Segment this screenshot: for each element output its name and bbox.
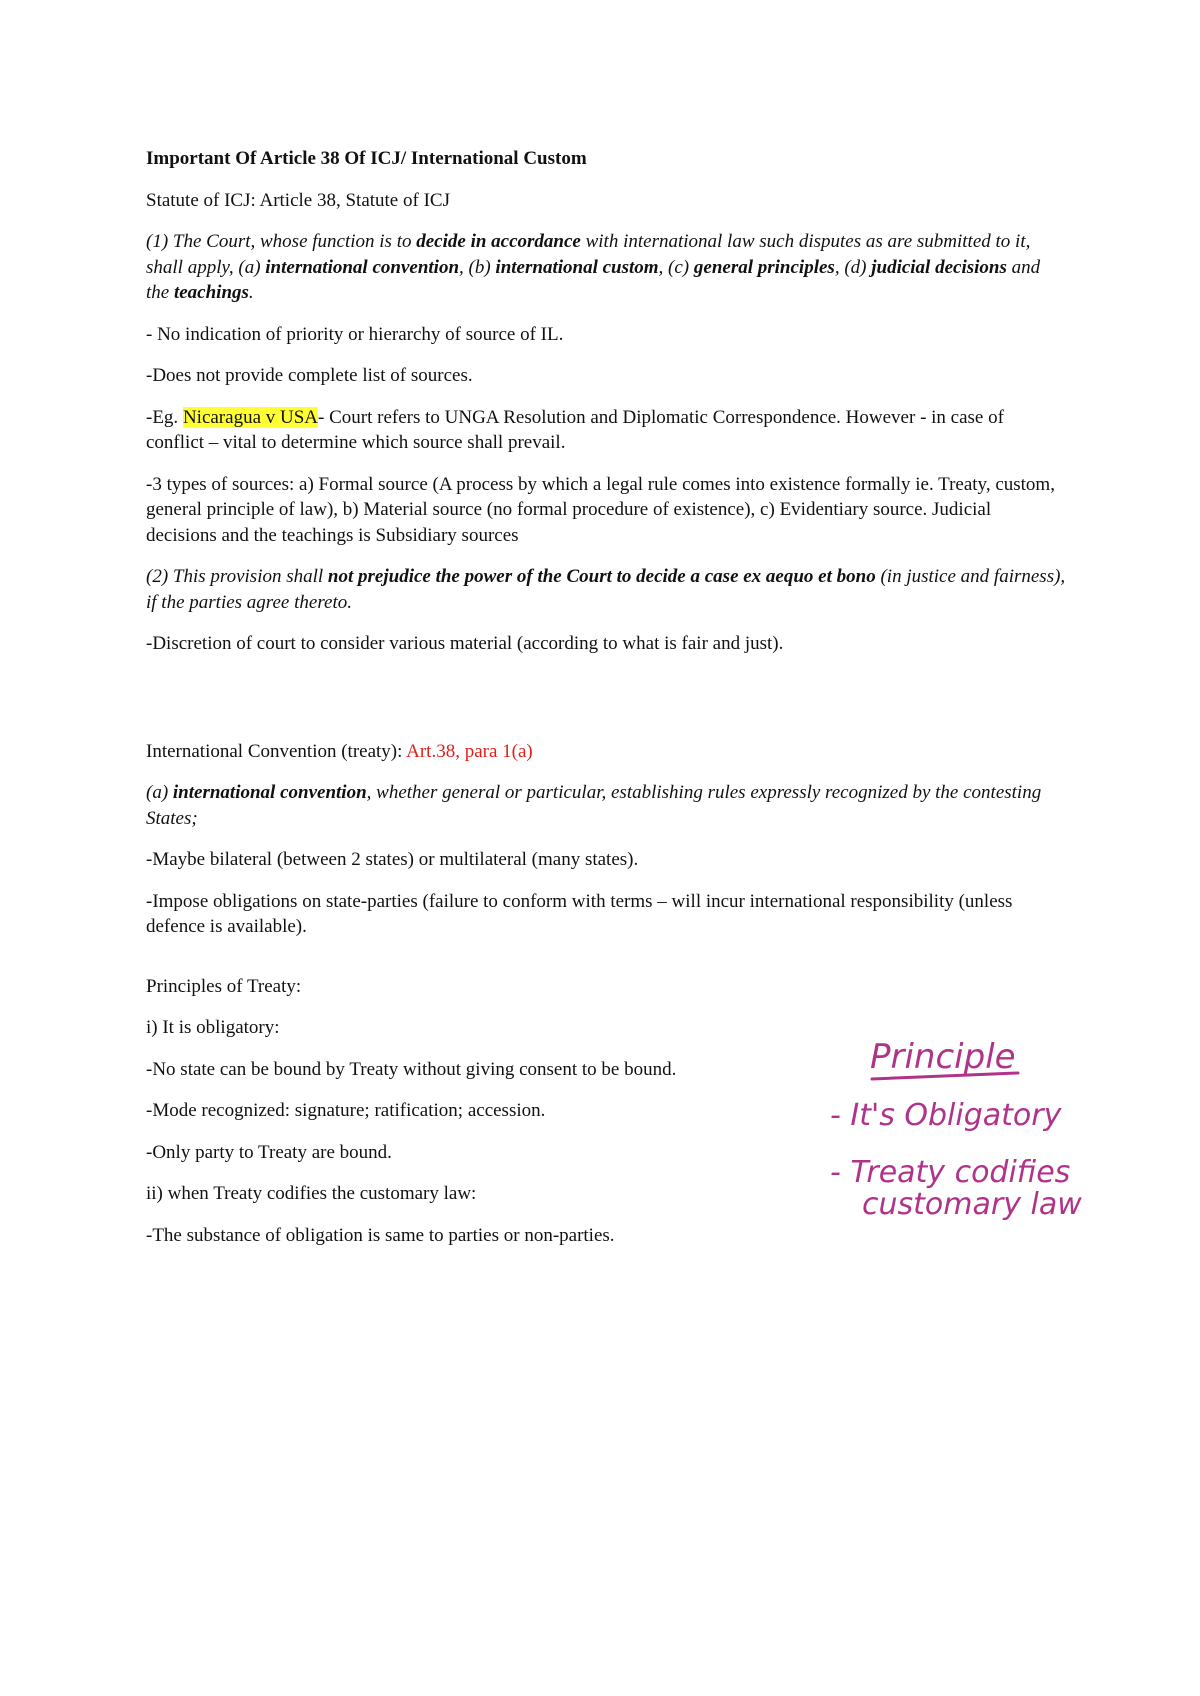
spacer bbox=[146, 673, 1066, 739]
document-title: Important Of Article 38 Of ICJ/ International Custom bbox=[146, 148, 587, 169]
discretion-note: -Discretion of court to consider various material (according to what is fair and just). bbox=[146, 633, 784, 654]
mode-note: -Mode recognized: signature; ratification; accession. bbox=[146, 1100, 546, 1121]
obligatory-heading: i) It is obligatory: bbox=[146, 1017, 280, 1038]
statute-line: Statute of ICJ: Article 38, Statute of ICJ bbox=[146, 189, 450, 211]
article-38-para-1a: (a) international convention, whether general or particular, establishing rules expressly recognized by the contesting States; bbox=[146, 782, 1042, 829]
obligations-note: -Impose obligations on state-parties (failure to conform with terms – will incur international responsibility (unless defence is available). bbox=[146, 890, 1013, 937]
no-state-note: -No state can be bound by Treaty without giving consent to be bound. bbox=[146, 1058, 677, 1080]
spacer bbox=[146, 956, 1066, 974]
principles-heading: Principles of Treaty: bbox=[146, 975, 302, 997]
article-38-para-2: (2) This provision shall not prejudice the power of the Court to decide a case ex aequo et bono (in justice and fairness), if the parties agree thereto. bbox=[146, 566, 1066, 613]
three-types-note: -3 types of sources: a) Formal source (A process by which a legal rule comes into existence formally ie. Treaty, custom, general principle of law), b) Material source (no formal procedure of existence), c) Evidentiary source. Judicial decisions and the teachings is Subsidiary sources bbox=[146, 473, 1055, 546]
article-reference: Art.38, para 1(a) bbox=[406, 740, 533, 762]
handwritten-heading: Principle bbox=[870, 1037, 1016, 1077]
convention-heading: International Convention (treaty): Art.38, para 1(a) bbox=[146, 740, 533, 762]
substance-note: -The substance of obligation is same to parties or non-parties. bbox=[146, 1224, 615, 1246]
handwritten-line-1: - It's Obligatory bbox=[830, 1098, 1062, 1133]
handwritten-line-2: - Treaty codifies bbox=[830, 1155, 1071, 1190]
no-indication-note: - No indication of priority or hierarchy of source of IL. bbox=[146, 323, 564, 345]
highlighted-case-name: Nicaragua v USA bbox=[182, 406, 319, 428]
only-party-note: -Only party to Treaty are bound. bbox=[146, 1141, 392, 1163]
handwritten-line-3: customary law bbox=[862, 1187, 1082, 1222]
not-complete-note: -Does not provide complete list of sources. bbox=[146, 365, 473, 386]
codifies-heading: ii) when Treaty codifies the customary law: bbox=[146, 1183, 477, 1204]
example-nicaragua: -Eg. Nicaragua v USA- Court refers to UNGA Resolution and Diplomatic Correspondence. However - in case of conflict – vital to determine which source shall prevail. bbox=[146, 406, 1004, 453]
article-38-para-1: (1) The Court, whose function is to decide in accordance with international law such disputes as are submitted to it, shall apply, (a) international convention, (b) international custom, (c) general principles, (d) judicial decisions and the teachings. bbox=[146, 231, 1041, 303]
bilateral-note: -Maybe bilateral (between 2 states) or multilateral (many states). bbox=[146, 849, 639, 870]
document-body bbox=[146, 146, 1066, 1264]
